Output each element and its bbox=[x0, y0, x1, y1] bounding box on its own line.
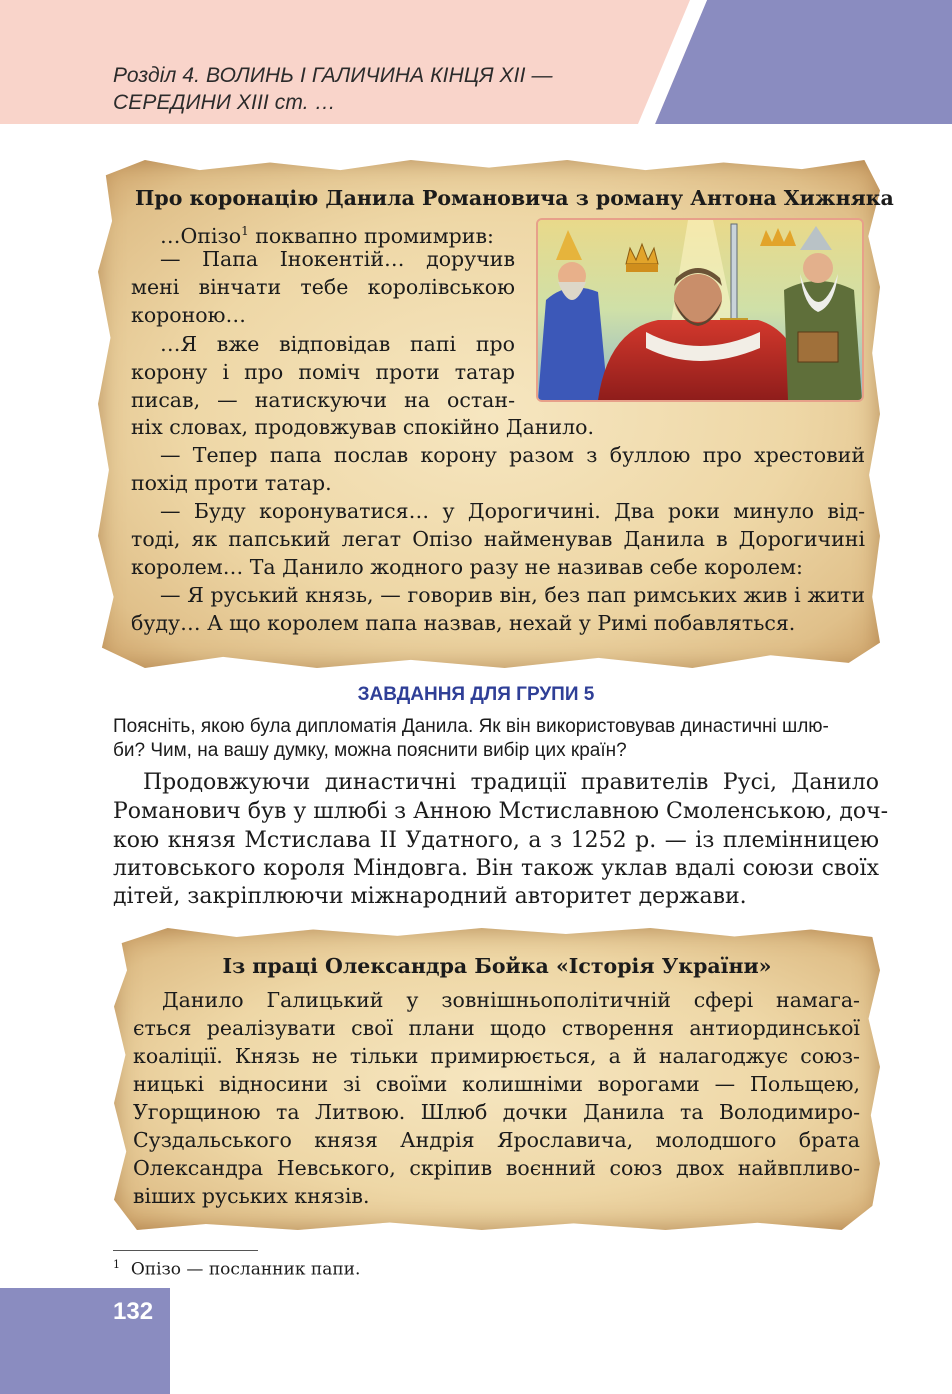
excerpt-2-line: Данило Галицький у зовнішньополітичній сфері намага- bbox=[162, 988, 860, 1012]
excerpt-1-line: короною… bbox=[131, 303, 246, 327]
excerpt-1-line: …Я вже відповідав папі про bbox=[160, 332, 515, 356]
footnote-divider bbox=[113, 1250, 258, 1251]
chapter-title-line-1: Розділ 4. ВОЛИНЬ І ГАЛИЧИНА КІНЦЯ ХІІ — bbox=[113, 64, 553, 87]
excerpt-1-line: — Тепер папа послав корону разом з буллою про хрестовий bbox=[160, 443, 865, 467]
excerpt-1-line: писав, — натискуючи на остан- bbox=[131, 388, 515, 412]
excerpt-1-line: тоді, як папський легат Опізо найменував Данила в Дорогичині bbox=[131, 527, 865, 551]
excerpt-1-line: королем… Та Данило жодного разу не називав себе королем: bbox=[131, 555, 803, 579]
excerpt-1-line: корону і про поміч проти татар bbox=[131, 360, 515, 384]
excerpt-1-line: — Папа Інокентій… доручив bbox=[160, 247, 515, 271]
excerpt-2-line: ється реалізувати свої плани щодо створення антиординської bbox=[133, 1016, 860, 1040]
chapter-header-band bbox=[0, 0, 952, 124]
task-question-line: би? Чим, на вашу думку, можна пояснити вибір цих країн? bbox=[113, 740, 627, 761]
paragraph-line: литовського короля Міндовга. Він також уклав вдалі союзи своїх bbox=[113, 856, 879, 881]
excerpt-1-line: ніх словах, продовжував спокійно Данило. bbox=[131, 415, 595, 439]
paragraph-line: Романович був у шлюбі з Анною Мстиславною Смоленською, доч- bbox=[113, 799, 889, 824]
coronation-scene-svg bbox=[538, 220, 862, 400]
coronation-scene-illustration bbox=[536, 218, 864, 402]
excerpt-2-line: ницькі відносини зі своїми колишніми ворогами — Польщею, bbox=[133, 1072, 860, 1096]
footnote-text: Опізо — посланник папи. bbox=[130, 1259, 361, 1280]
excerpt-1-line: — Я руський князь, — говорив він, без пап римських жив і жити bbox=[160, 583, 865, 607]
paragraph-line: дітей, закріплюючи міжнародний авторитет держави. bbox=[113, 884, 747, 909]
excerpt-1-title: Про коронацію Данила Романовича з роману Антона Хижняка bbox=[135, 186, 894, 210]
excerpt-2-line: коаліції. Князь не тільки примирюється, а й налагоджує союз- bbox=[133, 1044, 860, 1068]
footnote-marker: 1 bbox=[113, 1258, 120, 1271]
excerpt-2-line: Олександра Невського, скріпив воєнний союз двох найвпливо- bbox=[133, 1156, 860, 1180]
paragraph-line: Продовжуючи династичні традиції правителів Русі, Данило bbox=[143, 770, 879, 795]
excerpt-2-line: Угорщиною та Литвою. Шлюб дочки Данила та Володимиро- bbox=[133, 1100, 860, 1124]
header-pink-panel bbox=[0, 0, 700, 124]
page-number: 132 bbox=[113, 1298, 154, 1325]
footnote-ref-marker: 1 bbox=[241, 224, 249, 238]
excerpt-2-title: Із праці Олександра Бойка «Історія України» bbox=[222, 954, 772, 978]
excerpt-2-line: віших руських князів. bbox=[133, 1184, 370, 1208]
chapter-title-line-2: СЕРЕДИНИ ХІІІ ст. … bbox=[113, 91, 336, 114]
excerpt-1-line: похід проти татар. bbox=[131, 471, 332, 495]
task-heading: ЗАВДАННЯ ДЛЯ ГРУПИ 5 bbox=[357, 684, 595, 705]
excerpt-1-line: мені вінчати тебе королівською bbox=[131, 275, 515, 299]
task-question-line: Поясніть, якою була дипломатія Данила. Як він використовував династичні шлю- bbox=[113, 716, 829, 737]
excerpt-1-line: буду… А що королем папа назвав, нехай у Римі побавляться. bbox=[131, 611, 796, 635]
footnote bbox=[113, 1258, 360, 1280]
excerpt-1-line: — Буду коронуватися… у Дорогичині. Два роки минуло від- bbox=[160, 499, 865, 523]
paragraph-line: кою князя Мстислава ІІ Удатного, а з 1252 р. — із племінницею bbox=[113, 828, 879, 853]
excerpt-1-line: …Опізо$^1$ поквапно промимрив: bbox=[160, 223, 494, 248]
excerpt-2-line: Суздальського князя Андрія Ярославича, молодшого брата bbox=[133, 1128, 860, 1152]
